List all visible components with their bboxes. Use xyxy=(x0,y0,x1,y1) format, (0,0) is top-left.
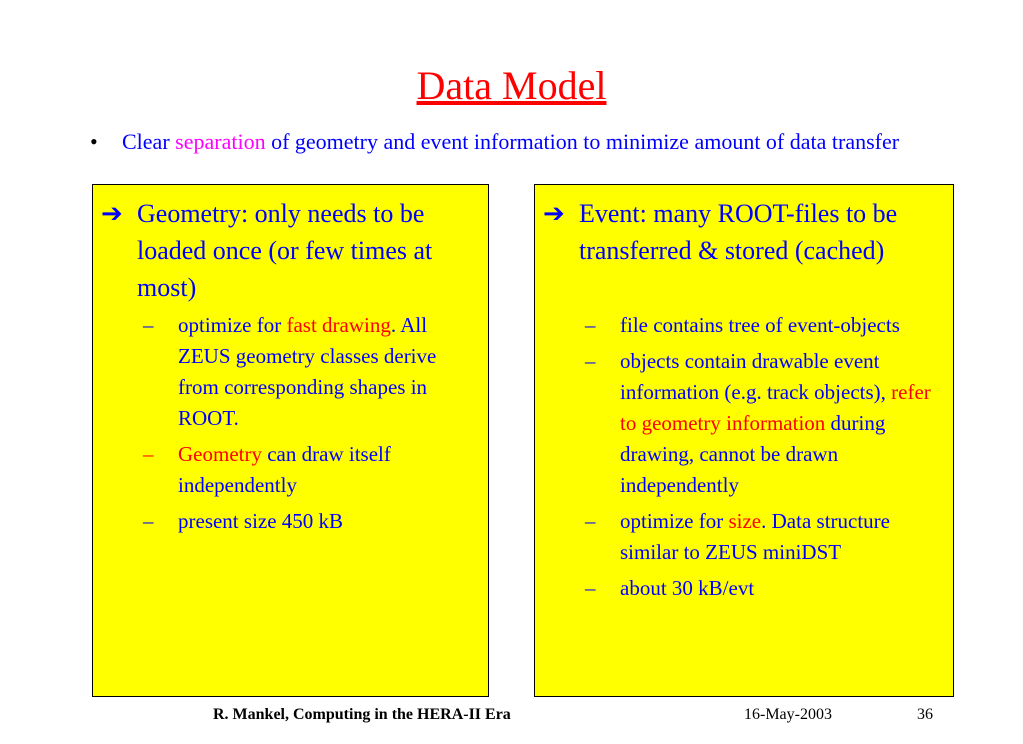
geometry-heading-item xyxy=(101,195,482,306)
list-item xyxy=(585,506,947,568)
list-item xyxy=(585,310,947,341)
top-bullet-highlight: separation xyxy=(175,129,266,154)
dash-marker: – xyxy=(585,313,596,337)
list-item-text: optimize for xyxy=(620,509,729,533)
list-item xyxy=(585,573,947,604)
list-item-text: optimize for xyxy=(178,313,287,337)
list-item-highlight: fast drawing xyxy=(286,313,391,337)
event-sub-list xyxy=(585,310,947,609)
list-item-text-end: can draw itself independently xyxy=(178,442,391,497)
list-item-text: objects contain drawable event information (e.g. track objects), xyxy=(620,349,892,404)
arrow-right-icon: ➔ xyxy=(101,199,123,228)
top-bullet-pre: Clear xyxy=(122,129,176,154)
bullet-dot: • xyxy=(90,129,98,154)
list-item-text-end: . Data structure similar to ZEUS miniDST xyxy=(620,509,890,564)
top-bullet-post: of geometry and event information to minimize amount of data transfer xyxy=(265,129,900,154)
list-item-text: present size 450 kB xyxy=(178,509,344,533)
dash-marker: – xyxy=(585,349,596,373)
list-item-text: about 30 kB/evt xyxy=(620,576,755,600)
footer-date: 16-May-2003 xyxy=(744,706,832,723)
list-item xyxy=(585,346,947,501)
list-item-highlight: Geometry xyxy=(178,442,262,466)
list-item-text: file contains tree of event-objects xyxy=(620,313,900,337)
geometry-box xyxy=(92,184,489,697)
list-item xyxy=(143,310,482,434)
footer-page-number: 36 xyxy=(917,706,933,723)
list-item-text-end: . All ZEUS geometry classes derive from corresponding shapes in ROOT. xyxy=(178,313,437,430)
list-item xyxy=(143,439,482,501)
slide-title: Data Model xyxy=(416,63,607,108)
list-item-highlight: size xyxy=(728,509,762,533)
event-heading: Event: many ROOT-files to be transferred & stored (cached) xyxy=(579,199,898,265)
dash-marker: – xyxy=(143,509,154,533)
dash-marker: – xyxy=(143,442,154,466)
footer-author: R. Mankel, Computing in the HERA-II Era xyxy=(213,706,511,723)
geometry-heading: Geometry: only needs to be loaded once (or few times at most) xyxy=(137,199,433,302)
list-item-text-end: during drawing, cannot be drawn independently xyxy=(620,411,886,497)
list-item-highlight: refer to geometry information xyxy=(620,380,931,435)
dash-marker: – xyxy=(585,576,596,600)
event-heading-item xyxy=(543,195,947,269)
arrow-right-icon: ➔ xyxy=(543,199,565,228)
dash-marker: – xyxy=(143,313,154,337)
event-box xyxy=(534,184,954,697)
dash-marker: – xyxy=(585,509,596,533)
top-bullet-text xyxy=(122,128,912,155)
list-item xyxy=(143,506,482,537)
geometry-sub-list xyxy=(143,310,482,542)
